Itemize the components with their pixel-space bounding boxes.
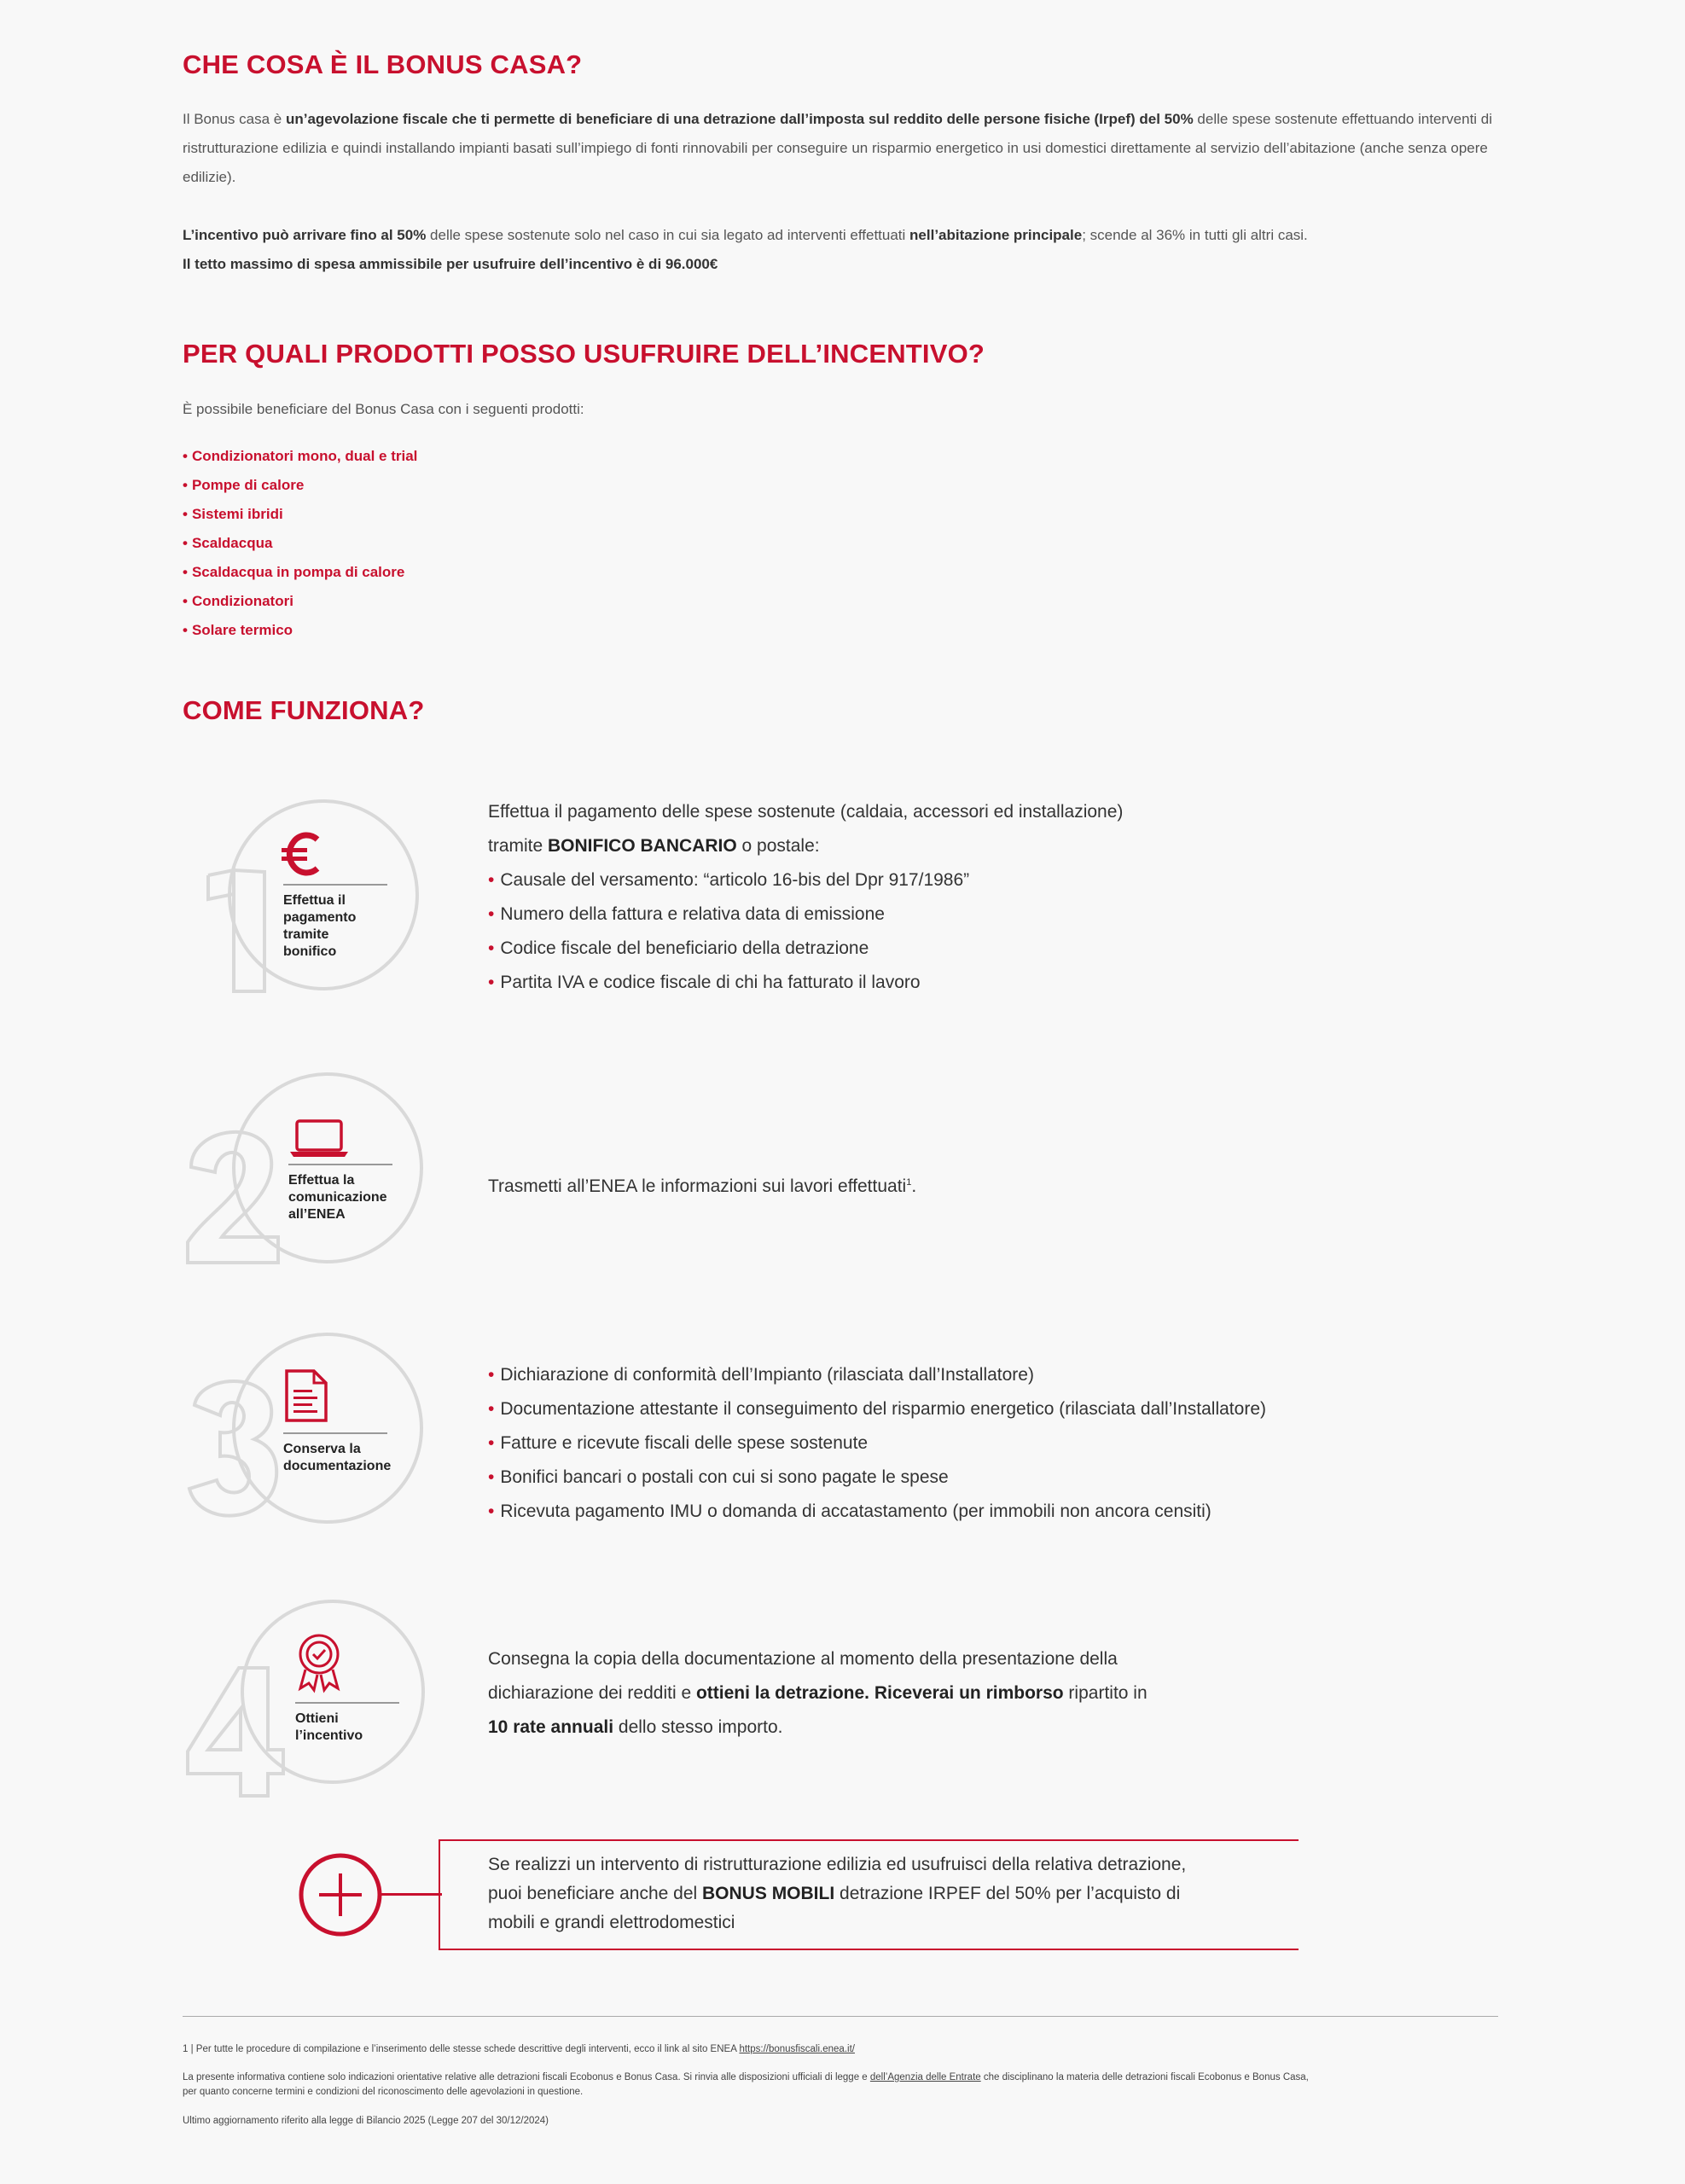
step-4-label: Ottieni l’incentivo — [295, 1711, 363, 1743]
product-item: • Scaldacqua in pompa di calore — [183, 564, 405, 580]
footnote-1: 1 | Per tutte le procedure di compilazione e l’inserimento delle stesse schede descrittive degli interventi, ecco il link al sito ENEA https://bonusfiscali.enea.it/ — [183, 2044, 855, 2054]
product-list — [183, 442, 417, 645]
footer-divider — [183, 2016, 1498, 2017]
step-3-bullet: • Bonifici bancari o postali con cui si sono pagate le spese — [488, 1467, 949, 1487]
enea-link[interactable]: https://bonusfiscali.enea.it/ — [739, 2044, 855, 2054]
plus-circle-icon — [299, 1853, 442, 1942]
step-4-graphic — [183, 1598, 439, 1803]
divider — [283, 1432, 387, 1434]
laptop-icon — [288, 1118, 350, 1159]
step-1-bullet: • Codice fiscale del beneficiario della detrazione — [488, 938, 869, 958]
step-2-label: Effettua la comunicazione all’ENEA — [288, 1173, 387, 1222]
step-1-label: Effettua il pagamento tramite bonifico — [283, 893, 357, 959]
euro-icon — [282, 831, 322, 877]
divider — [295, 1702, 399, 1704]
section-title-products: PER QUALI PRODOTTI POSSO USUFRUIRE DELL’INCENTIVO? — [183, 339, 985, 369]
agenzia-entrate-link[interactable]: dell’Agenzia delle Entrate — [869, 2072, 981, 2082]
disclaimer: La presente informativa contiene solo indicazioni orientative relative alle detrazioni fiscali Ecobonus e Bonus Casa. Si rinvia alle disposizioni ufficiali di legge e dell’Agenzia delle Entrate che disciplinano la materia delle detrazioni fiscali Ecobonus e Bonus Casa, per quanto concerne termini e condizioni del riconoscimento delle agevolazioni in questione. — [183, 2072, 1309, 2097]
divider — [288, 1164, 392, 1165]
step-1-graphic — [183, 793, 439, 998]
product-item: • Sistemi ibridi — [183, 506, 283, 522]
section-title-bonus-casa: CHE COSA È IL BONUS CASA? — [183, 49, 583, 79]
spending-cap: Il tetto massimo di spesa ammissibile per usufruire dell’incentivo è di 96.000€ — [183, 256, 718, 272]
incentive-description: L’incentivo può arrivare fino al 50% delle spese sostenute solo nel caso in cui sia legato ad interventi effettuati nell’abitazione principale; scende al 36% in tutti gli altri casi. Il tetto massimo di spesa ammissibile per usufruire dell’incentivo è di 96.000€ — [183, 227, 1308, 272]
product-item: • Solare termico — [183, 622, 293, 638]
product-item: • Condizionatori mono, dual e trial — [183, 448, 418, 464]
step-2-text: Trasmetti all’ENEA le informazioni sui lavori effettuati$^1$. — [488, 1176, 917, 1196]
step-3-bullet: • Fatture e ricevute fiscali delle spese sostenute — [488, 1433, 869, 1453]
step-3-bullet: • Documentazione attestante il conseguimento del risparmio energetico (rilasciata dall’Installatore) — [488, 1399, 1266, 1419]
step-3-graphic — [183, 1327, 439, 1531]
last-update-note: Ultimo aggiornamento riferito alla legge di Bilancio 2025 (Legge 207 del 30/12/2024) — [183, 2116, 549, 2126]
document-icon — [283, 1368, 331, 1424]
step-1-bullet: • Causale del versamento: “articolo 16-bis del Dpr 917/1986” — [488, 870, 970, 890]
step-1-bullet: • Partita IVA e codice fiscale di chi ha fatturato il lavoro — [488, 973, 921, 992]
step-1-bullet: • Numero della fattura e relativa data di emissione — [488, 904, 885, 924]
step-3-bullet: • Dichiarazione di conformità dell’Impianto (rilasciata dall’Installatore) — [488, 1365, 1034, 1385]
award-badge-icon — [293, 1632, 345, 1693]
product-item: • Condizionatori — [183, 593, 293, 609]
product-item: • Pompe di calore — [183, 477, 305, 493]
product-item: • Scaldacqua — [183, 535, 273, 551]
divider — [283, 884, 387, 886]
bonus-mobili-text: Se realizzi un intervento di ristrutturazione edilizia ed usufruisci della relativa detrazione, puoi beneficiare anche del BONUS MOBILI detrazione IRPEF del 50% per l’acquisto di mobili e grandi elettrodomestici — [488, 1855, 1187, 1932]
step-3-text — [488, 1358, 1266, 1529]
step-2-graphic — [183, 1066, 439, 1271]
step-4-text: Consegna la copia della documentazione al momento della presentazione della dichiarazione dei redditi e ottieni la detrazione. Riceverai un rimborso ripartito in 10 rate annuali dello stesso importo. — [488, 1649, 1148, 1737]
step-1-text: Effettua il pagamento delle spese sostenute (caldaia, accessori ed installazione) tramite BONIFICO BANCARIO o postale: • Causale del versamento: “articolo 16-bis del Dpr 917/1986” • Numero della fattura e relativa data di emissione • Codice fiscale del beneficiario della detrazione • Partita IVA e codice fiscale di chi ha fatturato il lavoro — [488, 795, 1123, 1000]
step-number-4-outline — [183, 1598, 439, 1803]
section-title-how-it-works: COME FUNZIONA? — [183, 695, 425, 725]
step-number-3-outline — [183, 1327, 439, 1531]
step-3-label: Conserva la documentazione — [283, 1442, 392, 1473]
step-3-bullet: • Ricevuta pagamento IMU o domanda di accatastamento (per immobili non ancora censiti) — [488, 1502, 1211, 1521]
bonus-casa-description: Il Bonus casa è un’agevolazione fiscale che ti permette di beneficiare di una detrazione dall’imposta sul reddito delle persone fisiche (Irpef) del 50% delle spese sostenute effettuando interventi di ristrutturazione edilizia e quindi installando impianti basati sull’impiego di fonti rinnovabili per conseguire un risparmio energetico in usi domestici direttamente al servizio dell’abitazione (anche senza opere edilizie). — [183, 111, 1493, 185]
step-number-2-outline — [183, 1066, 439, 1271]
products-intro: È possibile beneficiare del Bonus Casa con i seguenti prodotti: — [183, 401, 584, 417]
